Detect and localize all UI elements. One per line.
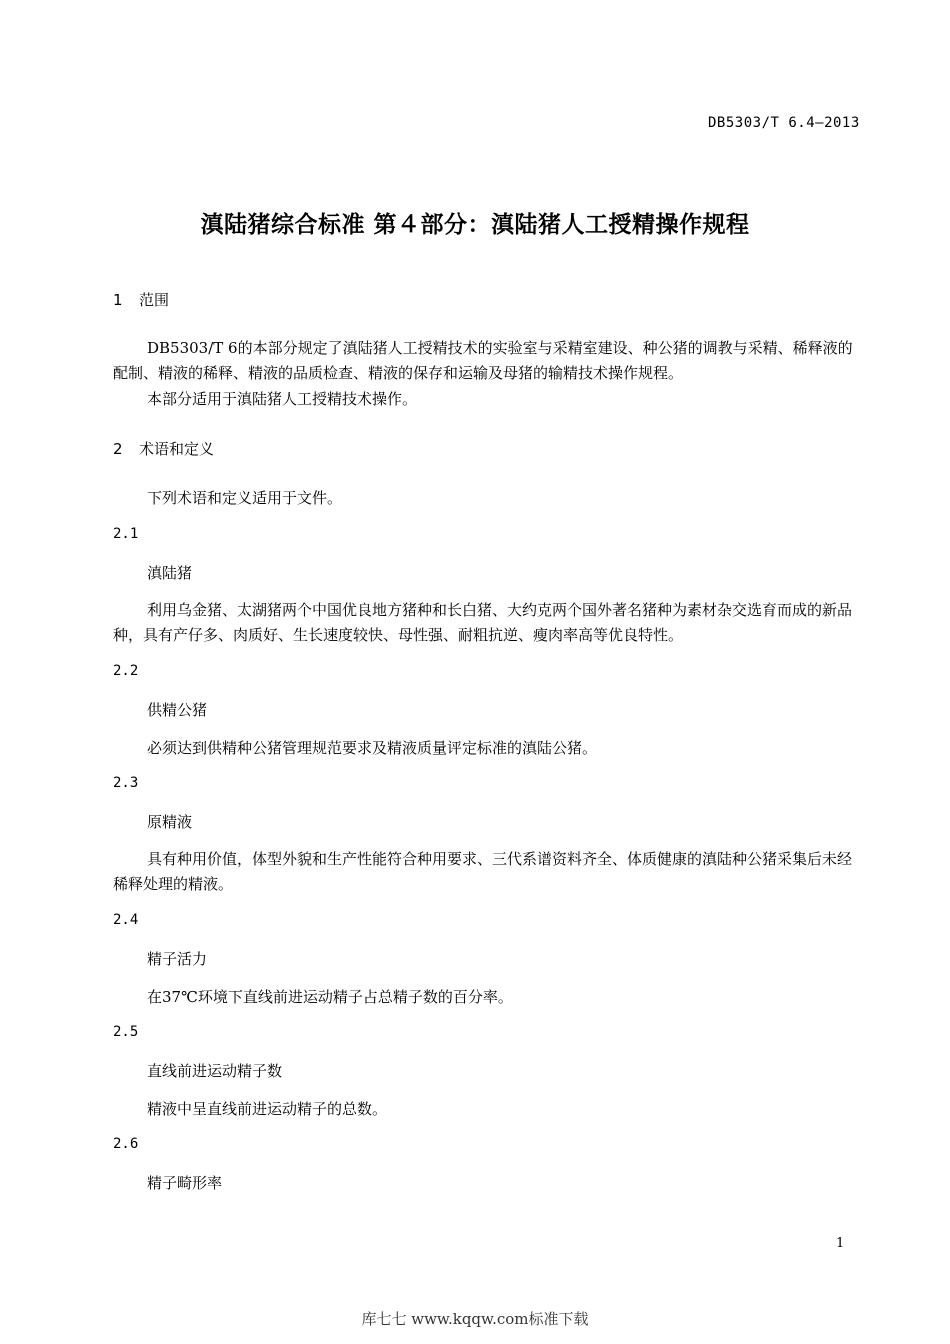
- term-name: 供精公猪: [147, 701, 208, 719]
- document-code: DB5303/T 6.4—2013: [708, 115, 860, 131]
- term-number: 2.1: [113, 526, 139, 542]
- term-number: 2.6: [113, 1136, 139, 1152]
- section-heading-terms: [113, 438, 214, 459]
- section-heading-scope: [113, 289, 169, 310]
- term-definition: 精液中呈直线前进运动精子的总数。: [147, 1100, 388, 1118]
- scope-paragraph: [113, 336, 860, 386]
- term-definition: 具有种用价值，体型外貌和生产性能符合种用要求、三代系谱资料齐全、体质健康的滇陆种公猪采集后未经稀释处理的精液。: [113, 850, 853, 893]
- terms-intro: 下列术语和定义适用于文件。: [147, 489, 343, 507]
- section-number: 2: [113, 440, 123, 458]
- term-name: 滇陆猪: [147, 564, 193, 582]
- term-name: 精子畸形率: [147, 1174, 223, 1192]
- term-number: 2.2: [113, 663, 139, 679]
- scope-text: DB5303/T 6的本部分规定了滇陆猪人工授精技术的实验室与采精室建设、种公猪的调教与采精、稀释液的配制、精液的稀释、精液的品质检查、精液的保存和运输及母猪的输精技术操作规程。: [113, 339, 853, 382]
- term-name: 直线前进运动精子数: [147, 1062, 283, 1080]
- term-number: 2.5: [113, 1024, 139, 1040]
- section-number: 1: [113, 291, 123, 309]
- term-name: 精子活力: [147, 950, 208, 968]
- footer-watermark: 库七七 www.kqqw.com标准下载: [361, 1310, 589, 1328]
- scope-applicability: 本部分适用于滇陆猪人工授精技术操作。: [147, 390, 418, 408]
- term-name: 原精液: [147, 813, 193, 831]
- term-definition: 必须达到供精种公猪管理规范要求及精液质量评定标准的滇陆公猪。: [147, 739, 598, 757]
- term-number: 2.4: [113, 912, 139, 928]
- term-definition: 在37℃环境下直线前进运动精子占总精子数的百分率。: [147, 988, 513, 1006]
- term-definition: 利用乌金猪、太湖猪两个中国优良地方猪种和长白猪、大约克两个国外著名猪种为素材杂交选育而成的新品种，具有产仔多、肉质好、生长速度较快、母性强、耐粗抗逆、瘦肉率高等优良特性。: [113, 601, 853, 644]
- document-title: 滇陆猪综合标准 第４部分：滇陆猪人工授精操作规程: [200, 212, 750, 238]
- section-title: 范围: [139, 291, 170, 309]
- page-number: 1: [836, 1236, 845, 1251]
- section-title: 术语和定义: [139, 440, 215, 458]
- term-number: 2.3: [113, 775, 139, 791]
